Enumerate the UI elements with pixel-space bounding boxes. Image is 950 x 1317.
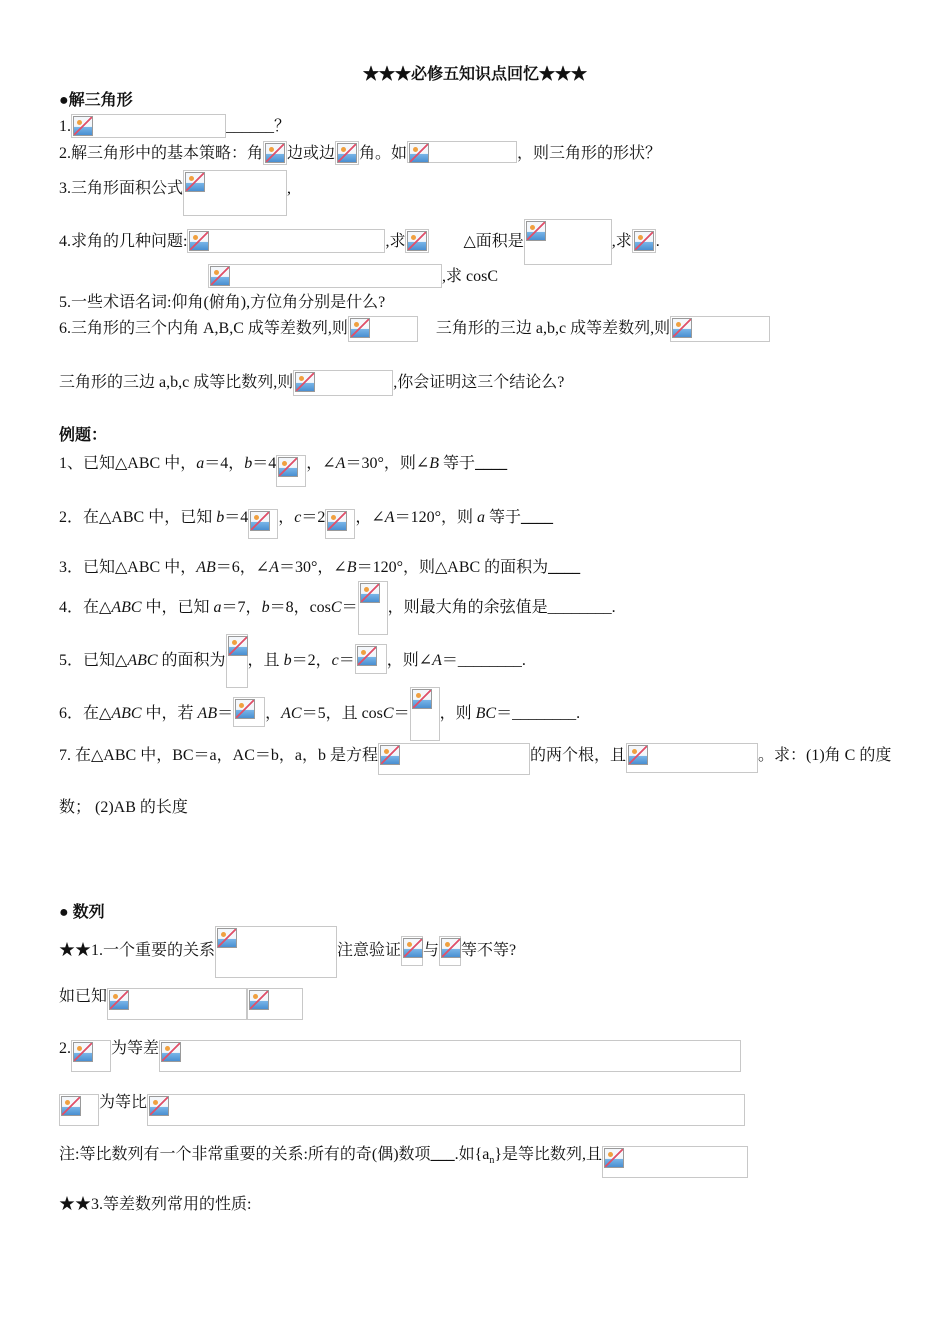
- broken-image-icon: [327, 511, 347, 531]
- broken-image-icon: [149, 1096, 169, 1116]
- broken-image-icon: [337, 143, 357, 163]
- question-4: 4.求角的几种问题: ,求 △面积是 ,求 .: [59, 229, 660, 255]
- broken-image-icon: [228, 636, 248, 656]
- broken-image-icon: [412, 689, 432, 709]
- sequence-note: 注:等比数列有一个非常重要的关系:所有的奇(偶)数项___.如$\{a_n\}$是等比数列,且: [59, 1142, 748, 1168]
- broken-image-icon: [526, 221, 546, 241]
- equation-image: [378, 743, 530, 775]
- question-6-second-line: 三角形的三边 a,b,c 成等比数列,则 ,你会证明这三个结论么?: [59, 370, 564, 396]
- question-5: 5.一些术语名词:仰角(俯角),方位角分别是什么?: [59, 294, 386, 311]
- equation-image: [247, 988, 303, 1020]
- question-1: 1. ______？: [59, 114, 290, 140]
- equation-image: [233, 697, 265, 727]
- broken-image-icon: [672, 318, 692, 338]
- equation-image: [358, 581, 388, 635]
- broken-image-icon: [409, 143, 429, 163]
- broken-image-icon: [634, 231, 654, 251]
- equation-image: [226, 634, 248, 688]
- equation-image: [325, 509, 355, 539]
- example-2: 2．在△ABC 中，已知 b＝4 ，c＝2 ，∠A＝120°，则 a 等于____: [59, 505, 553, 531]
- broken-image-icon: [407, 231, 427, 251]
- section-heading-triangles: ●解三角形: [59, 92, 133, 109]
- equation-image: [439, 936, 461, 966]
- equation-image: [401, 936, 423, 966]
- equation-image: [276, 455, 306, 487]
- equation-image: [248, 509, 278, 539]
- broken-image-icon: [604, 1148, 624, 1168]
- equation-image: [670, 316, 770, 342]
- equation-image: [183, 170, 287, 216]
- equation-image: [71, 1040, 111, 1072]
- example-3: 3．已知△ABC 中，AB＝6，∠A＝30°，∠B＝120°，则△ABC 的面积为____: [59, 559, 581, 576]
- sequence-question-2b: 为等比: [59, 1090, 745, 1116]
- example-1: 1、已知△ABC 中，a＝4，b＝4 ，∠A＝30°，则∠B 等于____: [59, 451, 507, 477]
- broken-image-icon: [249, 990, 269, 1010]
- sequence-question-1b: 如已知: [59, 984, 303, 1010]
- equation-image: [147, 1094, 745, 1126]
- examples-heading: 例题：: [59, 427, 108, 444]
- broken-image-icon: [161, 1042, 181, 1062]
- question-4-second-line: ,求 cosC: [208, 264, 498, 290]
- broken-image-icon: [235, 699, 255, 719]
- question-6: 6.三角形的三个内角 A,B,C 成等差数列,则 三角形的三边 a,b,c 成等差数列,则: [59, 316, 770, 342]
- equation-image: [355, 644, 387, 674]
- broken-image-icon: [73, 116, 93, 136]
- broken-image-icon: [73, 1042, 93, 1062]
- sequence-question-1: ★★1.一个重要的关系 注意验证 与 等不等?: [59, 938, 516, 964]
- broken-image-icon: [441, 938, 461, 958]
- equation-image: [405, 229, 429, 253]
- equation-image: [263, 141, 287, 165]
- equation-image: [410, 687, 440, 741]
- equation-image: [335, 141, 359, 165]
- example-4: 4．在△ABC 中，已知 a＝7，b＝8，cosC＝ ，则最大角的余弦值是________.: [59, 595, 616, 621]
- equation-image: [348, 316, 418, 342]
- broken-image-icon: [185, 172, 205, 192]
- equation-image: [71, 114, 226, 138]
- broken-image-icon: [217, 928, 237, 948]
- page-title: ★★★必修五知识点回忆★★★: [362, 66, 587, 83]
- broken-image-icon: [250, 511, 270, 531]
- example-7: 7. 在△ABC 中，BC＝a，AC＝b，a，b 是方程 的两个根，且 。求：(1)角 C 的度: [59, 743, 891, 769]
- broken-image-icon: [380, 745, 400, 765]
- equation-image: [293, 370, 393, 396]
- equation-image: [107, 988, 247, 1020]
- question-2: 2.解三角形中的基本策略：角 边或边 角。如 ，则三角形的形状？: [59, 141, 661, 167]
- section-heading-sequences: ● 数列: [59, 904, 105, 921]
- equation-image: [632, 229, 656, 253]
- equation-image: [208, 264, 442, 288]
- sequence-question-2: 2. 为等差: [59, 1036, 741, 1062]
- question-3: 3.三角形面积公式 ,: [59, 176, 291, 202]
- broken-image-icon: [350, 318, 370, 338]
- broken-image-icon: [109, 990, 129, 1010]
- equation-image: [59, 1094, 99, 1126]
- equation-image: [524, 219, 612, 265]
- broken-image-icon: [210, 266, 230, 286]
- broken-image-icon: [189, 231, 209, 251]
- broken-image-icon: [265, 143, 285, 163]
- equation-image: [187, 229, 385, 253]
- example-5: 5．已知△ABC 的面积为 ，且 b＝2，c＝ ，则∠A＝________.: [59, 648, 526, 674]
- example-6: 6．在△ABC 中，若 AB＝ ，AC＝5，且 cosC＝ ，则 BC＝________.: [59, 701, 580, 727]
- broken-image-icon: [278, 457, 298, 477]
- equation-image: [159, 1040, 741, 1072]
- broken-image-icon: [61, 1096, 81, 1116]
- equation-image: [215, 926, 337, 978]
- broken-image-icon: [295, 372, 315, 392]
- broken-image-icon: [360, 583, 380, 603]
- equation-image: [602, 1146, 748, 1178]
- broken-image-icon: [628, 745, 648, 765]
- equation-image: [407, 141, 517, 163]
- sequence-question-3: ★★3.等差数列常用的性质:: [59, 1196, 252, 1213]
- broken-image-icon: [403, 938, 423, 958]
- broken-image-icon: [357, 646, 377, 666]
- example-7-second-line: 数； (2)AB 的长度: [59, 799, 188, 816]
- equation-image: [626, 743, 758, 773]
